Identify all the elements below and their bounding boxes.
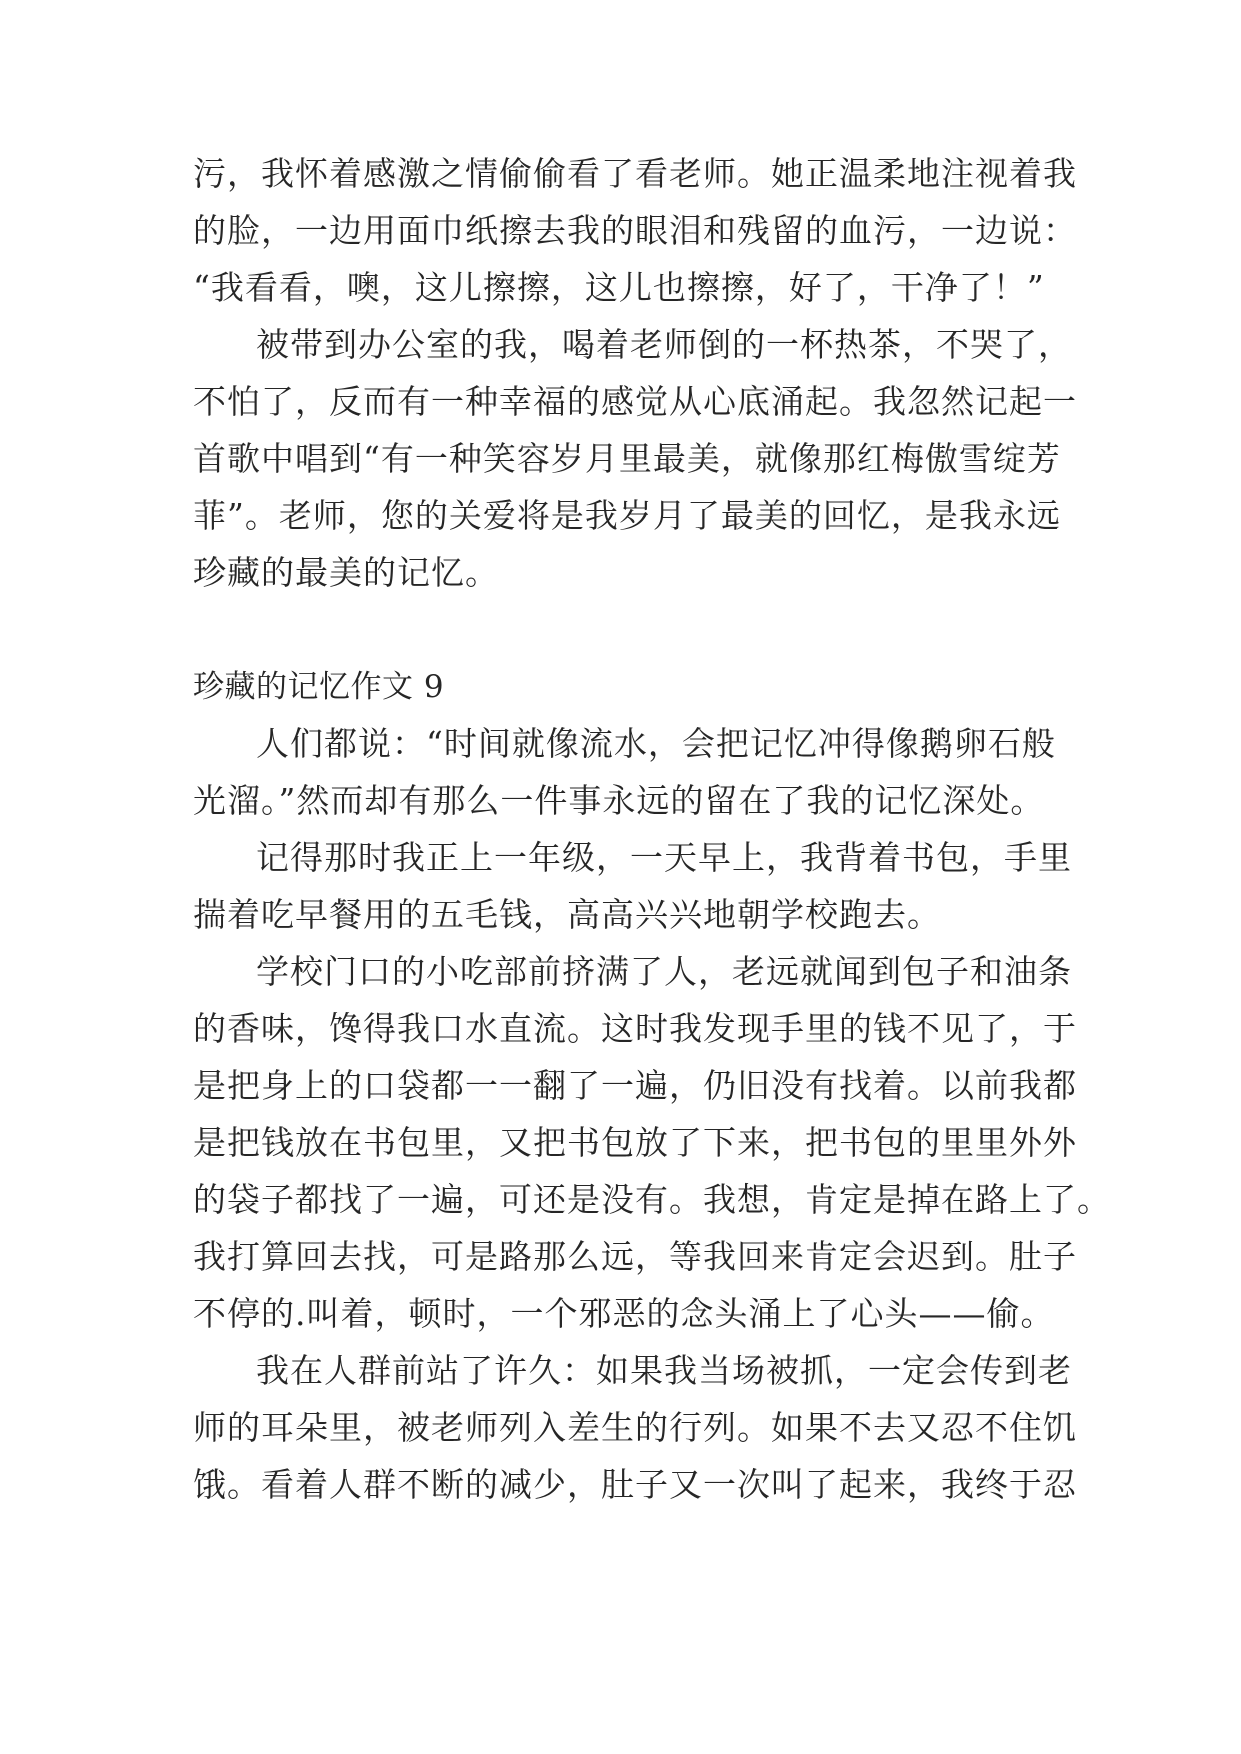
text-line: 我在人群前站了许久：如果我当场被抓，一定会传到老 xyxy=(256,1351,1072,1390)
text-line: 揣着吃早餐用的五毛钱，高高兴兴地朝学校跑去。 xyxy=(193,895,941,934)
text-line: 是把钱放在书包里，又把书包放了下来，把书包的里里外外 xyxy=(193,1123,1077,1162)
text-line: 记得那时我正上一年级，一天早上，我背着书包，手里 xyxy=(256,838,1072,877)
text-line: 的香味，馋得我口水直流。这时我发现手里的钱不见了，于 xyxy=(193,1009,1077,1048)
text-line: 我打算回去找，可是路那么远，等我回来肯定会迟到。肚子 xyxy=(193,1237,1077,1276)
text-line: 学校门口的小吃部前挤满了人，老远就闻到包子和油条 xyxy=(256,952,1072,991)
text-line: 师的耳朵里，被老师列入差生的行列。如果不去又忍不住饥 xyxy=(193,1408,1077,1447)
text-line: 菲”。老师，您的关爱将是我岁月了最美的回忆，是我永远 xyxy=(193,496,1061,535)
text-line: 饿。看着人群不断的减少，肚子又一次叫了起来，我终于忍 xyxy=(193,1465,1077,1504)
text-line: 人们都说：“时间就像流水，会把记忆冲得像鹅卵石般 xyxy=(256,724,1056,763)
text-line: 光溜。”然而却有那么一件事永远的留在了我的记忆深处。 xyxy=(193,781,1045,820)
text-line: 不怕了，反而有一种幸福的感觉从心底涌起。我忽然记起一 xyxy=(193,382,1077,421)
text-line: 的脸，一边用面巾纸擦去我的眼泪和残留的血污，一边说： xyxy=(193,211,1077,250)
text-line: 首歌中唱到“有一种笑容岁月里最美，就像那红梅傲雪绽芳 xyxy=(193,439,1061,478)
text-line: 的袋子都找了一遍，可还是没有。我想，肯定是掉在路上了。 xyxy=(193,1180,1111,1219)
text-line: 是把身上的口袋都一一翻了一遍，仍旧没有找着。以前我都 xyxy=(193,1066,1077,1105)
text-line: 不停的.叫着，顿时，一个邪恶的念头涌上了心头——偷。 xyxy=(193,1294,1055,1333)
text-line: 污，我怀着感激之情偷偷看了看老师。她正温柔地注视着我 xyxy=(193,154,1077,193)
section-title: 珍藏的记忆作文 9 xyxy=(193,669,445,705)
text-line: “我看看，噢，这儿擦擦，这儿也擦擦，好了，干净了！” xyxy=(193,268,1045,307)
text-line: 珍藏的最美的记忆。 xyxy=(193,553,499,592)
text-line: 被带到办公室的我，喝着老师倒的一杯热茶，不哭了， xyxy=(256,325,1072,364)
